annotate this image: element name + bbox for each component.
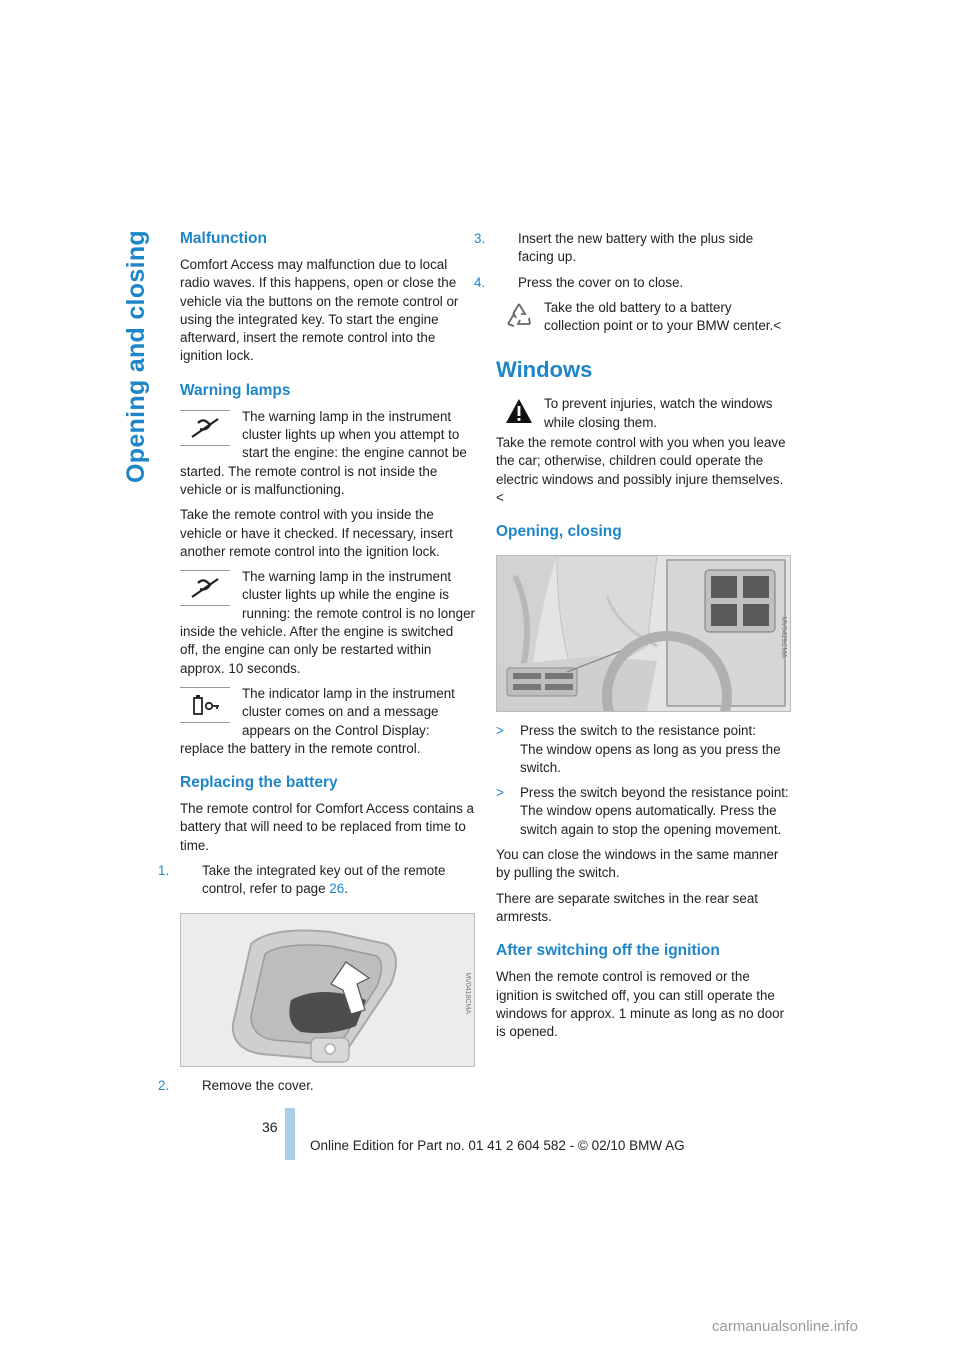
- step-4: 4. Press the cover on to close.: [496, 274, 791, 292]
- lamp2-text: The warning lamp in the instrument cluster lights up while the engine is running: the remote control is no longer inside the vehicle. After the engine is switched off, the engine can only be restarted within approx. 10 seconds.: [180, 569, 475, 676]
- opening-closing-heading: Opening, closing: [496, 523, 622, 541]
- end-mark: <: [496, 489, 504, 505]
- recycle-text: Take the old battery to a battery collection point or to your BMW center.: [544, 299, 774, 334]
- step-number: 1.: [158, 863, 170, 879]
- warning-para: Take the remote control with you inside the vehicle or have it checked. If necessary, insert another remote control into the ignition lock.: [180, 507, 453, 559]
- windows-warning: [496, 395, 791, 432]
- left-column: [158, 230, 475, 1102]
- window-switch-illustration: [497, 556, 790, 711]
- step-2: 2. Remove the cover.: [180, 1077, 475, 1095]
- step-number: 4.: [474, 274, 486, 290]
- malfunction-text: Comfort Access may malfunction due to local radio waves. If this happens, open or close the vehicle via the buttons on the remote control or using the integrated key. To start the engine afterward, insert the remote control into the ignition lock.: [180, 257, 459, 364]
- battery-intro: The remote control for Comfort Access contains a battery that will need to be replaced from time to time.: [180, 801, 474, 853]
- bullet-2: > Press the switch beyond the resistance point: The window opens automatically. Press the switch again to stop the opening movement.: [496, 785, 789, 837]
- close-windows-text: You can close the windows in the same manner by pulling the switch.: [496, 847, 779, 881]
- recycle-icon: [504, 301, 534, 331]
- warning-triangle-icon: [504, 397, 534, 427]
- key-warning-lamp-icon: [180, 410, 230, 446]
- step-1: 1. Take the integrated key out of the remote control, refer to page 26.: [158, 863, 446, 897]
- replacing-battery-heading: Replacing the battery: [180, 774, 338, 792]
- rear-switches-text: There are separate switches in the rear seat armrests.: [496, 890, 758, 924]
- watermark: carmanualsonline.info: [712, 1318, 858, 1335]
- after-ignition-text: When the remote control is removed or the ignition is switched off, you can still operate the windows for approx. 1 minute as long as no door is opened.: [496, 969, 785, 1040]
- end-mark: <: [773, 318, 782, 334]
- lamp1-block: [180, 408, 475, 499]
- step-number: 3.: [474, 231, 486, 246]
- page-reference-link[interactable]: 26: [329, 881, 345, 897]
- windows-warning-text: To prevent injuries, watch the windows while closing them.: [544, 396, 773, 430]
- lamp2-block: [180, 568, 475, 678]
- windows-warning-continued: Take the remote control with you when you leave the car; otherwise, children could operate the electric windows and possibly injure themselves.: [496, 435, 786, 487]
- recycle-note: [496, 299, 791, 336]
- footer-accent-bar: [285, 1108, 295, 1160]
- window-switch-figure: [496, 555, 791, 712]
- after-ignition-heading: After switching off the ignition: [496, 942, 720, 960]
- edition-text: Online Edition for Part no. 01 41 2 604 582 - © 02/10 BMW AG: [310, 1138, 685, 1153]
- bullet-arrow-icon: >: [496, 723, 504, 739]
- lamp3-block: [180, 685, 475, 758]
- malfunction-heading: Malfunction: [180, 230, 267, 247]
- figure-code: MV0429CMA: [780, 616, 788, 659]
- remote-cover-illustration: [181, 914, 474, 1066]
- step-3: 3. Insert the new battery with the plus side facing up.: [474, 231, 754, 265]
- bullet-1: > Press the switch to the resistance point: The window opens as long as you press the switch.: [496, 723, 781, 775]
- key-warning-lamp-icon: [180, 570, 230, 606]
- chapter-title: Opening and closing: [121, 229, 150, 483]
- figure-code: MV0418CMA: [464, 971, 472, 1014]
- bullet-arrow-icon: >: [496, 785, 504, 801]
- page-number: 36: [262, 1119, 278, 1135]
- lamp3-text: The indicator lamp in the instrument cluster comes on and a message appears on the Control Display: replace the battery in the remote control.: [180, 685, 455, 756]
- right-column: [474, 230, 791, 1048]
- lamp1-text: The warning lamp in the instrument cluster lights up when you attempt to start the engine: the engine cannot be started. The remote control is not inside the vehicle or is malfunctioning.: [180, 408, 467, 497]
- battery-key-indicator-icon: [180, 687, 230, 723]
- warning-lamps-heading: Warning lamps: [180, 381, 291, 399]
- step-number: 2.: [158, 1077, 170, 1093]
- windows-heading: Windows: [496, 357, 593, 383]
- remote-control-figure: [180, 913, 475, 1067]
